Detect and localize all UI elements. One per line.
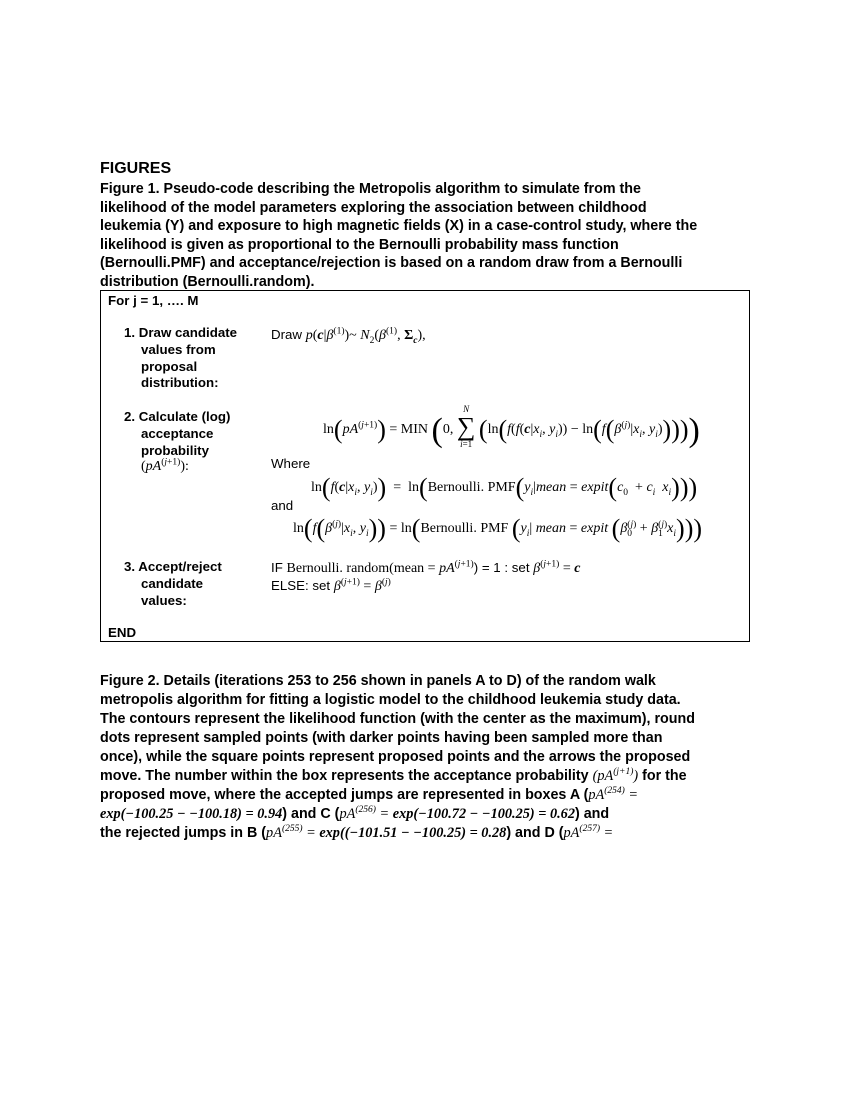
caption-text: move. The number within the box represents the acceptance probability	[100, 768, 589, 784]
step-label-line: candidate	[141, 575, 204, 591]
step2-label	[124, 409, 230, 476]
caption-line: (Bernoulli.PMF) and acceptance/rejection is based on a random draw from a Bernoulli	[100, 255, 683, 272]
caption-line: likelihood is given as proportional to the Bernoulli probability mass function	[100, 236, 619, 253]
zero-text: 0,	[442, 422, 454, 437]
caption-line: once), while the square points represent proposed points and the arrows the proposed	[100, 749, 691, 765]
step-label-line: 1. Draw candidate	[124, 325, 238, 340]
caption-text: for the	[642, 768, 687, 784]
mean-text: mean	[535, 480, 567, 495]
algorithm-box	[100, 290, 750, 642]
figure1-caption	[100, 180, 760, 292]
ln-text: ln	[323, 422, 334, 437]
sup-A: (254)	[604, 786, 625, 797]
acceptance-equation: $\ln(pA^{(j+1)})$ = MIN (0, N ∑ i=1 ($\ln(f(f(c|x_i$, $y_i)) - \ln(f(\beta^{(j)}|x_i$, $y_i$)))))	[323, 404, 700, 449]
else-text: ELSE: set	[271, 578, 331, 593]
caption-text: ) and C (	[282, 806, 340, 822]
step-label-line: probability	[141, 442, 209, 458]
caption-text: ) and D (	[506, 825, 564, 841]
eq-one-text: ) = 1 : set	[473, 560, 530, 575]
step1-equation: Draw $p(c|\beta^{(1)})\sim$ $N_2(\beta^{(1)}$, $\Sigma_c$),	[271, 326, 426, 346]
if-line: IF Bernoulli. random(mean = $pA^{(j+1)}) = 1$ : set $\beta^{(j+1)} = c$	[271, 559, 581, 576]
step-label-line: values from	[141, 341, 216, 357]
step-label-line: 3. Accept/reject	[124, 559, 222, 574]
caption-text: ) and	[574, 806, 610, 822]
step-label-line: acceptance	[141, 425, 214, 441]
caption-line: metropolis algorithm for fitting a logistic model to the childhood leukemia study data.	[100, 692, 681, 708]
caption-line: distribution (Bernoulli.random).	[100, 273, 315, 290]
eq-B: exp((−101.51 − −100.25) = 0.28	[319, 825, 507, 841]
loop-header: For j = 1, …. M	[108, 293, 199, 308]
loop-end: END	[108, 625, 137, 640]
eq-A: exp(−100.25 − −100.18) = 0.94	[100, 806, 283, 822]
caption-line: move. The number within the box represents the acceptance probability $(pA^{(j+1)})$ for the	[100, 767, 687, 784]
sup-C: (256)	[355, 805, 376, 816]
where-equation: $\ln(f(c|x_i$, $y_i$)) = ln(Bernoulli. $PMF(y_i|mean$ = $expit(c_0 + c_i$ $x_i$)))	[311, 473, 698, 502]
caption-line: exp(−100.25 − −100.18) = 0.94) and C $(pA^{(256)} = \exp(-100.72 - -100.25) = 0.62)$ and	[100, 805, 610, 822]
caption-line: proposed move, where the accepted jumps are represented in boxes A ($pA^{(254)}$ =	[100, 786, 639, 803]
caption-line: leukemia (Y) and exposure to high magnetic fields (X) in a case-control study, where the	[100, 218, 698, 235]
step2-pA-label: $(pA^{(j+1)})$:	[141, 457, 189, 475]
sup-B: (255)	[281, 824, 303, 835]
caption-line: Figure 2. Details (iterations 253 to 256 shown in panels A to D) of the random walk	[100, 673, 656, 689]
caption-line: dots represent sampled points (with darker points having been sampled more than	[100, 730, 663, 746]
pmf-text: Bernoulli. PMF	[427, 480, 516, 495]
else-line: ELSE: set $\beta^{(j+1)} = \beta^{(j)}$	[271, 577, 391, 594]
and-label: and	[271, 498, 294, 513]
caption-text: the rejected jumps in B (	[100, 825, 267, 841]
figure2-caption	[100, 672, 760, 843]
caption-line: the rejected jumps in B ($pA^{(255)} = \exp((-101.51 - -100.25) = 0.28)$ and D ($pA^{(257)}$ =	[100, 824, 614, 841]
eq-C: exp(−100.72 − −100.25) = 0.62	[392, 806, 575, 822]
if-text: IF	[271, 560, 283, 575]
step-label-line: proposal	[141, 358, 198, 374]
and-equation: $\ln(f(\beta^{(j)}|x_i$, $y_i$)) = ln(Bernoulli. PMF ($y_i|$ mean = expit (β (j) 0 + β (j) 1 $x_i$)))	[293, 514, 703, 543]
expit-text: expit	[581, 480, 609, 495]
where-label: Where	[271, 456, 311, 471]
caption-line: The contours represent the likelihood function (with the center as the maximum), round	[100, 711, 695, 727]
step-label-line: distribution:	[141, 375, 219, 391]
step1-label	[124, 325, 237, 392]
step1-action: Draw	[271, 327, 303, 342]
step-label-line: values:	[141, 592, 187, 608]
section-heading: FIGURES	[100, 160, 172, 177]
step3-label	[124, 559, 222, 609]
caption-line: Figure 1. Pseudo-code describing the Metropolis algorithm to simulate from the	[100, 181, 641, 197]
caption-line: likelihood of the model parameters exploring the association between childhood	[100, 199, 647, 216]
random-text: Bernoulli. random(mean =	[286, 561, 436, 576]
caption-text: proposed move, where the accepted jumps are represented in boxes A (	[100, 787, 589, 803]
sup-D: (257)	[579, 824, 600, 835]
step-label-line: 2. Calculate (log)	[124, 409, 231, 424]
min-text: MIN	[400, 422, 429, 437]
